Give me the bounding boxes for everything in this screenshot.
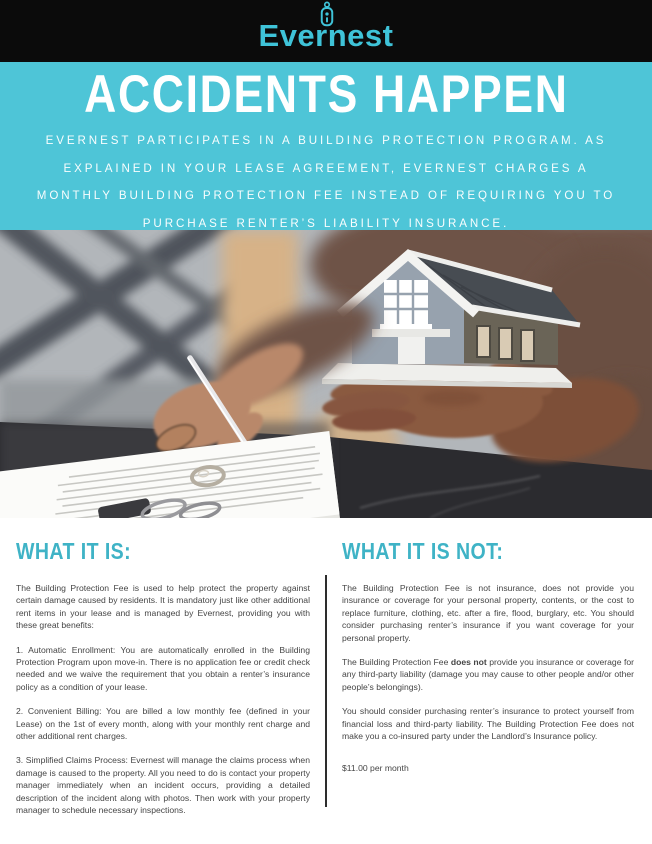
subtitle-line: MONTHLY BUILDING PROTECTION FEE INSTEAD OF REQUIRING YOU TO xyxy=(36,189,616,203)
hero-subtitle xyxy=(0,127,652,230)
what-it-is-heading: WHAT IT IS: xyxy=(16,538,132,564)
hero-title: ACCIDENTS HAPPEN xyxy=(83,65,569,124)
subtitle-line: PURCHASE RENTER’S LIABILITY INSURANCE. xyxy=(142,216,510,230)
paragraph: The Building Protection Fee is not insurance, does not provide you insurance or coverage for your personal property, contents, or the cost to replace furniture, clothing, etc. after a fire, flood, burglary, etc. You should consider purchasing renter’s insurance if you want coverage for your personal property. xyxy=(342,583,634,643)
paragraph xyxy=(342,656,634,693)
logo-text: Evernest xyxy=(258,18,394,53)
what-it-is-not-heading: WHAT IT IS NOT: xyxy=(342,538,504,564)
evernest-logo xyxy=(259,18,394,54)
paragraph-text: The Building Protection Fee xyxy=(342,657,451,668)
column-divider xyxy=(325,575,327,807)
paragraph: 1. Automatic Enrollment: You are automatically enrolled in the Building Protection Program upon move-in. There is no application fee or credit check needed and we waive the requirement that you obtain a renter’s insurance policy as a condition of your lease. xyxy=(16,644,310,692)
hero-banner xyxy=(0,62,652,230)
paragraph: The Building Protection Fee is used to help protect the property against certain damage caused by residents. It is mandatory just like other additional rent items in your lease and is managed by Evernest, providing you with these great benefits: xyxy=(16,583,310,631)
what-it-is-column xyxy=(16,538,310,829)
hero-photo xyxy=(0,230,652,518)
emphasized-text: does not xyxy=(450,657,487,668)
paragraph: 2. Convenient Billing: You are billed a low monthly fee (defined in your Lease) on the 1st of every month, along with your monthly rent charge and other additional rent charges. xyxy=(16,706,310,742)
top-header xyxy=(0,0,652,62)
subtitle-line: EVERNEST PARTICIPATES IN A BUILDING PROTECTION PROGRAM. AS xyxy=(45,134,607,148)
what-it-is-not-column xyxy=(342,538,634,829)
subtitle-line: EXPLAINED IN YOUR LEASE AGREEMENT, EVERNEST CHARGES A xyxy=(63,161,589,175)
paragraph: You should consider purchasing renter’s insurance to protect yourself from financial loss and third-party liability. The Building Protection Fee does not make you a co-insured party under the Landlord’s Insurance policy. xyxy=(342,706,634,742)
paragraph: 3. Simplified Claims Process: Evernest will manage the claims process when damage is caused to the property. All you need to do is contact your property manager immediately when an incident occurs, providing a detailed description of the incident along with photos. Then work with your property manager to schedule necessary inspections. xyxy=(16,755,310,816)
evernest-door-icon xyxy=(320,1,335,32)
monthly-fee-amount: $11.00 per month xyxy=(342,763,409,774)
paragraph-text: provide you insurance or coverage for any third-party liability (damage you may cause to other people and/or other people’s belongings). xyxy=(342,657,634,692)
content-section xyxy=(0,518,652,829)
